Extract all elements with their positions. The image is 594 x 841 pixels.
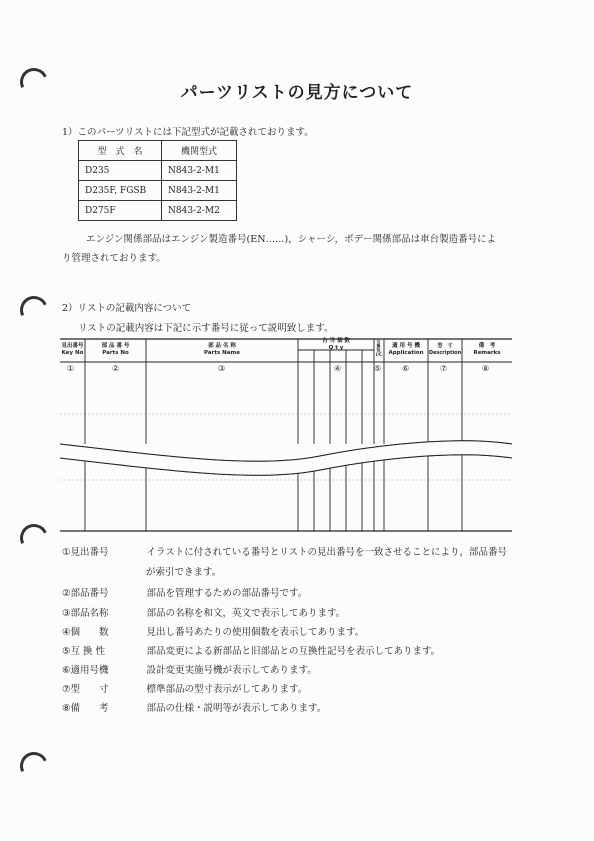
header-parts-no: 部 品 番 号 Parts No	[101, 343, 130, 356]
header-description: 型 寸 Description	[428, 343, 462, 356]
legend-number: ④	[62, 627, 71, 638]
marker-5: ⑤	[374, 364, 382, 373]
legend-number: ②	[62, 588, 71, 599]
table-row	[79, 201, 237, 221]
table-cell: N843-2-M1	[162, 161, 237, 181]
table-cell: D275F	[79, 201, 162, 221]
punch-hole-4	[16, 748, 52, 784]
legend-term: 互 換 性	[70, 646, 106, 657]
section1-note-line1: エンジン関係部品はエンジン製造番号(EN……)，シャーシ，ボデー関係部品は車台製造番号によ	[86, 234, 497, 245]
legend-number: ⑥	[62, 665, 71, 676]
table-row	[79, 161, 237, 181]
legend-item	[62, 624, 364, 638]
header-application: 適 用 号 機 Application	[388, 343, 424, 356]
legend-term: 部品番号	[70, 588, 109, 599]
legend-desc: 部品の名称を和文，英文で表示してあります。	[146, 608, 346, 619]
legend-term: 見出番号	[70, 547, 109, 558]
marker-6: ⑥	[402, 364, 410, 373]
legend-item	[62, 544, 507, 558]
marker-2: ②	[112, 364, 120, 373]
legend-desc: イラストに付されている番号とリストの見出番号を一致させることにより，部品番号	[146, 547, 508, 558]
marker-3: ③	[218, 364, 226, 373]
legend-item	[62, 643, 440, 657]
legend-number: ①	[62, 547, 71, 558]
section2-intro: リストの記載内容は下記に示す番号に従って説明致します。	[78, 323, 334, 334]
legend-desc: 部品変更による新部品と旧部品との互換性記号を表示してあります。	[146, 646, 441, 657]
legend-desc: 標準部品の型寸表示がしてあります。	[146, 684, 308, 695]
section1-heading: 1）このパーツリストには下記型式が記載されております。	[62, 127, 314, 138]
table-cell: D235F, FGSB	[79, 181, 162, 201]
legend-number: ⑤	[62, 646, 71, 657]
header-key-no: 見出番号 Key No	[61, 343, 84, 356]
punch-hole-3	[16, 520, 52, 556]
table-header-model: 型 式 名	[79, 141, 162, 161]
marker-1: ①	[67, 364, 75, 373]
legend-term: 部品名称	[70, 608, 109, 619]
legend-item	[146, 564, 221, 578]
legend-desc: 部品を管理するための部品番号です。	[146, 588, 308, 599]
section1-note-line2: り管理されております。	[62, 253, 166, 264]
parts-list-diagram	[60, 338, 512, 532]
table-cell: N843-2-M1	[162, 181, 237, 201]
legend-term: 適用号機	[70, 665, 109, 676]
header-qty: 台 当 個 数 Q t y	[322, 338, 350, 351]
legend-term: 備 考	[70, 703, 109, 714]
header-interchange: 互換性 I/C	[376, 340, 382, 357]
table-row	[79, 141, 237, 161]
legend-item	[62, 605, 345, 619]
table-cell: N843-2-M2	[162, 201, 237, 221]
page-title: パーツリストの見方について	[180, 83, 414, 103]
model-table	[78, 140, 237, 221]
legend-desc: 見出し番号あたりの使用個数を表示してあります。	[146, 627, 365, 638]
legend-number: ⑧	[62, 703, 71, 714]
marker-4: ④	[334, 364, 342, 373]
legend-number: ⑦	[62, 684, 71, 695]
legend-item	[62, 681, 307, 695]
marker-7: ⑦	[440, 364, 448, 373]
section2-heading: 2）リストの記載内容について	[62, 303, 192, 314]
header-parts-name: 部 品 名 称 Parts Name	[204, 343, 240, 356]
table-row	[79, 181, 237, 201]
table-cell: D235	[79, 161, 162, 181]
legend-item	[62, 700, 326, 714]
legend-desc: が索引できます。	[146, 567, 222, 578]
header-remarks: 備 考 Remarks	[473, 343, 501, 356]
marker-8: ⑧	[482, 364, 490, 373]
legend-number: ③	[62, 608, 71, 619]
legend-term: 型 寸	[70, 684, 109, 695]
legend-item	[62, 662, 317, 676]
table-header-engine: 機関型式	[162, 141, 237, 161]
punch-hole-2	[16, 292, 52, 328]
legend-term: 個 数	[70, 627, 109, 638]
legend-desc: 設計変更実施号機が表示してあります。	[146, 665, 317, 676]
legend-desc: 部品の仕様・説明等が表示してあります。	[146, 703, 327, 714]
legend-item	[62, 585, 307, 599]
